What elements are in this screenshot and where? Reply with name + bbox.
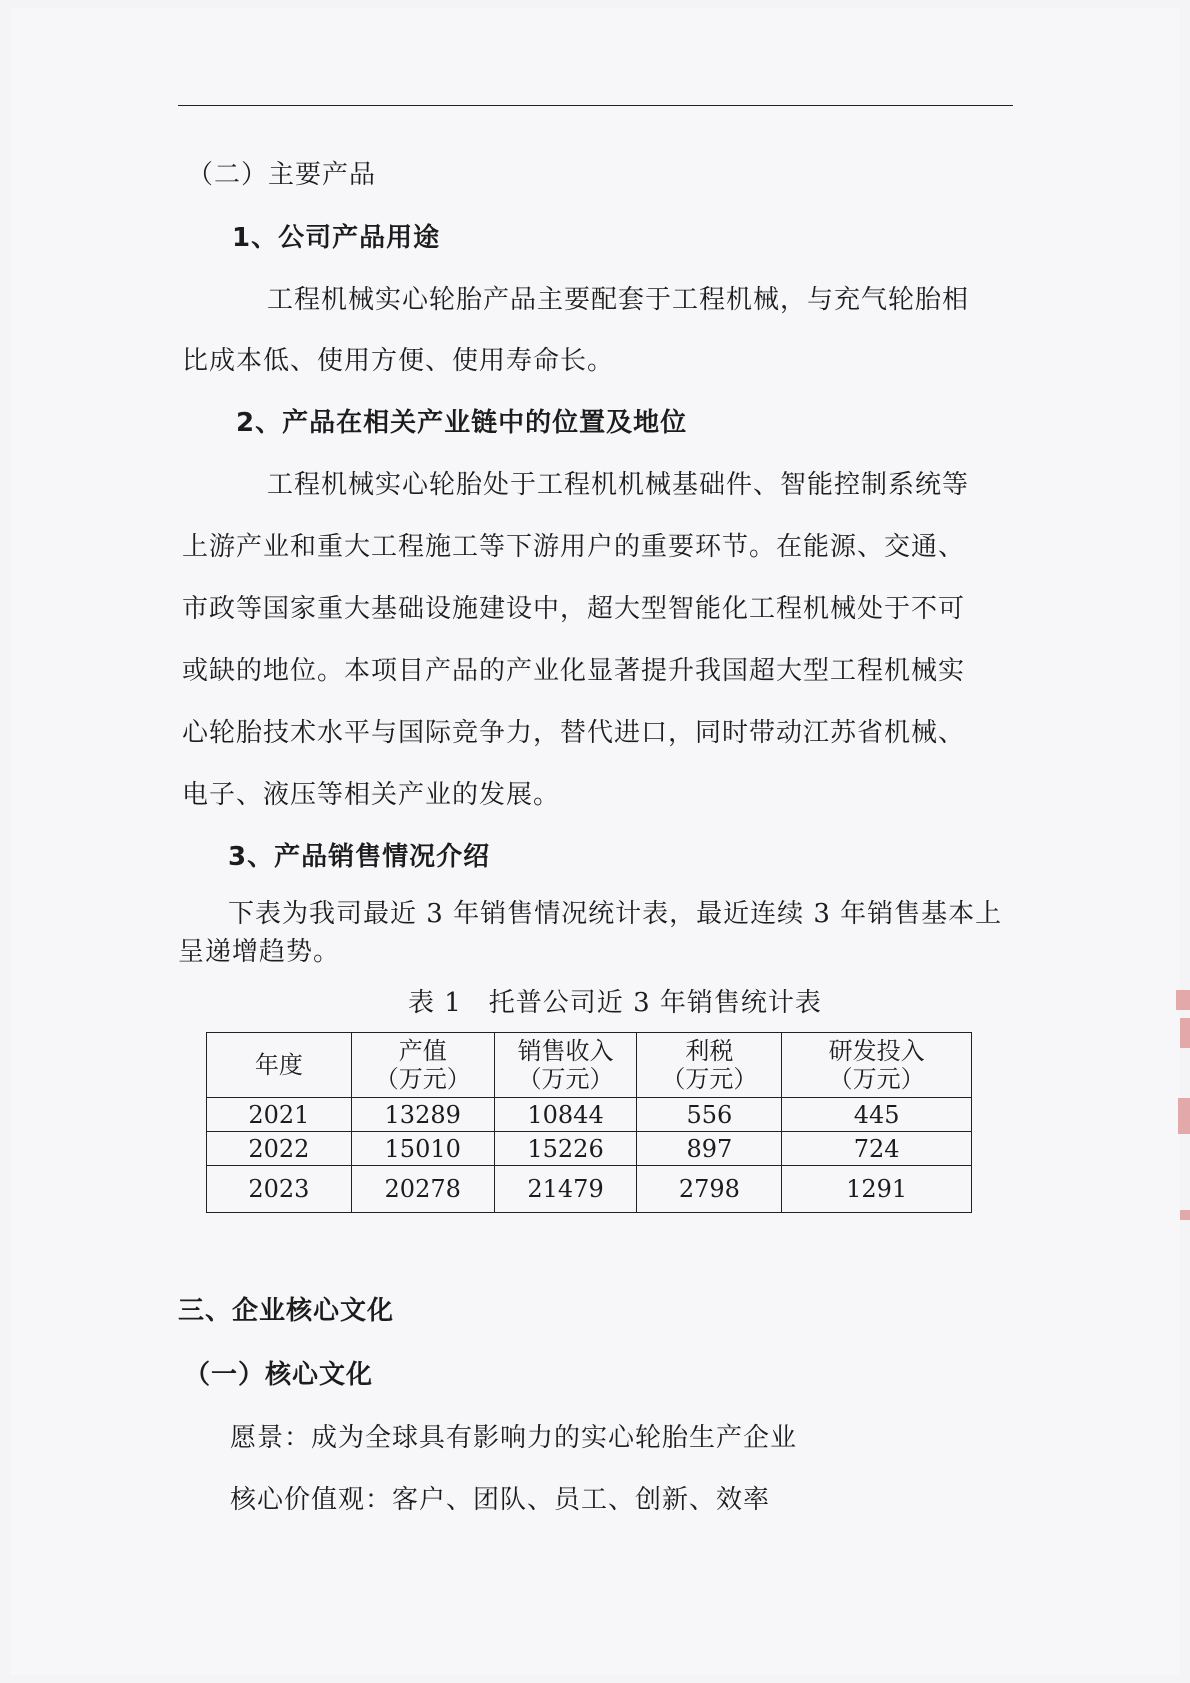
vision-statement: 愿景：成为全球具有影响力的实心轮胎生产企业: [230, 1423, 798, 1453]
item-1-paragraph-line-1: 工程机械实心轮胎产品主要配套于工程机械，与充气轮胎相: [267, 285, 970, 315]
cell-profit-tax: 556: [637, 1098, 782, 1132]
item-2-paragraph-line-4: 或缺的地位。本项目产品的产业化显著提升我国超大型工程机械实: [182, 656, 966, 686]
cell-output: 15010: [351, 1132, 494, 1166]
core-values-statement: 核心价值观：客户、团队、员工、创新、效率: [230, 1485, 771, 1515]
cell-profit-tax: 2798: [637, 1166, 782, 1213]
table-header-row: [207, 1033, 972, 1098]
item-2-paragraph-line-1: 工程机械实心轮胎处于工程机机械基础件、智能控制系统等: [267, 470, 970, 500]
item-2-paragraph-line-2: 上游产业和重大工程施工等下游用户的重要环节。在能源、交通、: [182, 532, 966, 562]
section-2-heading: （二）主要产品: [187, 160, 377, 190]
cell-rd-investment: 1291: [782, 1166, 972, 1213]
item-2-heading: 2、产品在相关产业链中的位置及地位: [236, 408, 688, 438]
item-3-paragraph-line-1: 下表为我司最近 3 年销售情况统计表，最近连续 3 年销售基本上: [228, 899, 1003, 929]
table-row: [207, 1166, 972, 1213]
table-row: [207, 1098, 972, 1132]
cell-rd-investment: 445: [782, 1098, 972, 1132]
header-cell-rd-investment: 研发投入 （万元）: [782, 1033, 972, 1098]
sales-table: [206, 1032, 972, 1213]
item-1-paragraph-line-2: 比成本低、使用方便、使用寿命长。: [182, 346, 615, 376]
header-rule: [178, 105, 1013, 106]
cell-year: 2023: [207, 1166, 352, 1213]
header-cell-profit-tax: 利税 （万元）: [637, 1033, 782, 1098]
item-2-paragraph-line-5: 心轮胎技术水平与国际竞争力，替代进口，同时带动江苏省机械、: [182, 718, 966, 748]
cell-sales-revenue: 15226: [494, 1132, 637, 1166]
cell-year: 2022: [207, 1132, 352, 1166]
header-cell-year: 年度: [207, 1033, 352, 1098]
seal-fragment: [1180, 1018, 1190, 1048]
header-cell-sales-revenue: 销售收入 （万元）: [494, 1033, 637, 1098]
cell-output: 20278: [351, 1166, 494, 1213]
item-3-paragraph-line-2: 呈递增趋势。: [178, 937, 341, 967]
seal-fragment: [1178, 1098, 1190, 1134]
seal-fragment: [1180, 1210, 1190, 1220]
cell-rd-investment: 724: [782, 1132, 972, 1166]
table-caption: 表 1 托普公司近 3 年销售统计表: [408, 988, 822, 1018]
cell-sales-revenue: 10844: [494, 1098, 637, 1132]
cell-sales-revenue: 21479: [494, 1166, 637, 1213]
item-2-paragraph-line-6: 电子、液压等相关产业的发展。: [182, 780, 561, 810]
table-row: [207, 1132, 972, 1166]
section-3-heading: 三、企业核心文化: [178, 1296, 395, 1326]
item-3-heading: 3、产品销售情况介绍: [228, 842, 491, 872]
seal-fragment: [1176, 990, 1190, 1010]
item-2-paragraph-line-3: 市政等国家重大基础设施建设中，超大型智能化工程机械处于不可: [182, 594, 966, 624]
cell-year: 2021: [207, 1098, 352, 1132]
cell-output: 13289: [351, 1098, 494, 1132]
header-cell-output: 产值 （万元）: [351, 1033, 494, 1098]
cell-profit-tax: 897: [637, 1132, 782, 1166]
item-1-heading: 1、公司产品用途: [232, 223, 441, 253]
section-3-subheading: （一）核心文化: [184, 1360, 374, 1390]
